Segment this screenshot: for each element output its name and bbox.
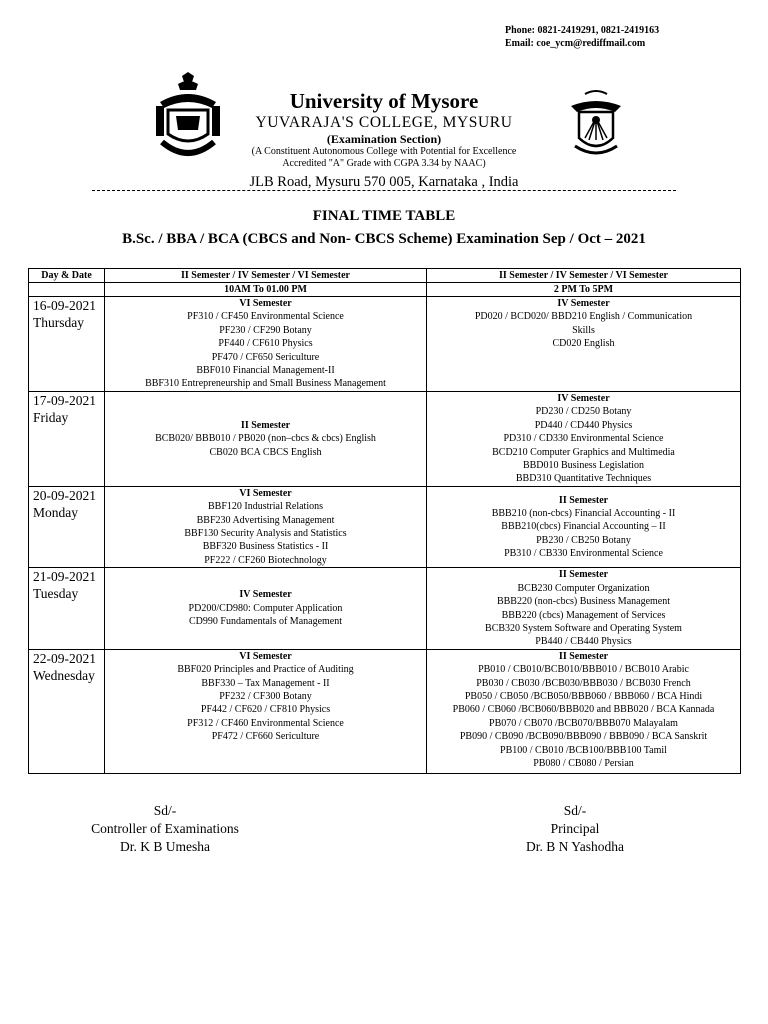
afternoon-session-cell: [427, 297, 741, 392]
constituent-note: (A Constituent Autonomous College with Potential for Excellence: [251, 146, 517, 157]
paper-line: BBF320 Business Statistics - II: [202, 541, 329, 553]
table-row: [29, 486, 741, 567]
day-date-cell: [29, 568, 105, 649]
paper-line: PF312 / CF460 Environmental Science: [187, 717, 344, 729]
semester-label: II Semester: [558, 569, 609, 581]
paper-line: PF440 / CF610 Physics: [218, 338, 313, 350]
university-name: University of Mysore: [289, 89, 479, 113]
paper-line: BBD310 Quantitative Techniques: [515, 473, 652, 485]
paper-line: PD440 / CD440 Physics: [534, 419, 633, 431]
paper-line: PB100 / CB010 /BCB100/BBB100 Tamil: [500, 744, 667, 756]
col-morning-header: II Semester / IV Semester / VI Semester: [105, 269, 427, 283]
table-row: [29, 649, 741, 773]
examination-section: (Examination Section): [326, 132, 442, 146]
afternoon-session-cell: [427, 649, 741, 773]
exam-date: 20-09-2021: [33, 487, 96, 503]
semester-label: IV Semester: [557, 298, 610, 309]
paper-line: PF310 / CF450 Environmental Science: [187, 311, 344, 323]
paper-line: BBF020 Principles and Practice of Auditing: [177, 664, 354, 676]
semester-label: II Semester: [558, 650, 609, 662]
day-date-cell: [29, 649, 105, 773]
paper-line: PB080 / CB080 / Persian: [533, 757, 634, 769]
paper-line: PB310 / CB330 Environmental Science: [504, 548, 663, 560]
morning-session-cell: [105, 297, 427, 392]
table-time-row: [29, 283, 741, 297]
paper-line: PD230 / CD250 Botany: [535, 406, 632, 418]
sd-text: Sd/-: [563, 803, 587, 818]
paper-line: BBB220 (cbcs) Management of Services: [501, 609, 666, 621]
paper-line: PF472 / CF660 Sericulture: [211, 731, 320, 743]
col-afternoon-header: II Semester / IV Semester / VI Semester: [427, 269, 741, 283]
exam-day: Tuesday: [33, 586, 79, 602]
phone-text: Phone: 0821-2419291, 0821-2419163: [505, 25, 660, 36]
paper-line: PF470 / CF650 Sericulture: [211, 351, 320, 363]
morning-session-cell: [105, 486, 427, 567]
paper-line: BCB020/ BBB010 / PB020 (non–cbcs & cbcs) English: [155, 433, 376, 445]
morning-session-cell: [105, 568, 427, 649]
semester-label: VI Semester: [239, 298, 292, 309]
paper-line: PB070 / CB070 /BCB070/BBB070 Malayalam: [489, 717, 678, 729]
col-day-header: Day & Date: [29, 269, 105, 283]
paper-line: BCD210 Computer Graphics and Multimedia: [492, 446, 675, 458]
paper-line: PB440 / CB440 Physics: [535, 636, 632, 648]
paper-line: PB090 / CB090 /BCB090/BBB090 / BBB090 / BCA Sanskrit: [459, 731, 708, 743]
paper-line: BBF330 – Tax Management - II: [201, 677, 330, 689]
paper-line: Skills: [572, 324, 595, 336]
semester-label: II Semester: [558, 494, 609, 506]
paper-line: BCB230 Computer Organization: [517, 582, 650, 594]
dashed-divider: [92, 190, 676, 191]
signatory-title: Controller of Examinations: [91, 821, 239, 836]
paper-line: PF222 / CF260 Biotechnology: [204, 554, 327, 566]
exam-date: 22-09-2021: [33, 650, 96, 666]
paper-line: PB050 / CB050 /BCB050/BBB060 / BBB060 / BCA Hindi: [464, 690, 703, 702]
exam-date: 16-09-2021: [33, 298, 96, 313]
paper-line: BBF120 Industrial Relations: [208, 501, 323, 513]
semester-label: VI Semester: [239, 487, 292, 499]
afternoon-session-cell: [427, 568, 741, 649]
signatory-name: Dr. B N Yashodha: [526, 839, 624, 854]
afternoon-time: 2 PM To 5PM: [427, 283, 741, 297]
semester-label: IV Semester: [239, 589, 292, 601]
exam-date: 21-09-2021: [33, 569, 96, 585]
signature-controller: [60, 802, 270, 856]
exam-day: Thursday: [33, 315, 84, 330]
table-header-row: [29, 269, 741, 283]
accreditation-note: Accredited "A" Grade with CGPA 3.34 by NAAC): [282, 158, 486, 169]
timetable: [28, 268, 741, 774]
morning-session-cell: [105, 392, 427, 487]
paper-line: PF232 / CF300 Botany: [219, 690, 312, 702]
table-row: [29, 568, 741, 649]
table-row: [29, 297, 741, 392]
paper-line: CB020 BCA CBCS English: [209, 446, 322, 458]
paper-line: BCB320 System Software and Operating System: [485, 622, 682, 634]
paper-line: PF230 / CF290 Botany: [219, 324, 312, 336]
morning-time: 10AM To 01.00 PM: [105, 283, 427, 297]
afternoon-session-cell: [427, 392, 741, 487]
time-blank-cell: [29, 283, 105, 297]
semester-label: IV Semester: [557, 393, 610, 404]
paper-line: CD990 Fundamentals of Management: [188, 616, 343, 628]
paper-line: BBF130 Security Analysis and Statistics: [184, 528, 347, 540]
signatory-title: Principal: [550, 821, 600, 836]
contact-block: [505, 24, 659, 50]
day-date-cell: [29, 392, 105, 487]
exam-title: B.Sc. / BBA / BCA (CBCS and Non- CBCS Scheme) Examination Sep / Oct – 2021: [122, 231, 646, 247]
paper-line: BBB210(cbcs) Financial Accounting – II: [501, 521, 666, 533]
semester-label: VI Semester: [239, 650, 292, 662]
paper-line: PB230 / CB250 Botany: [536, 534, 631, 546]
paper-line: PD020 / BCD020/ BBD210 English / Communication: [474, 311, 693, 323]
afternoon-session-cell: [427, 486, 741, 567]
exam-date: 17-09-2021: [33, 393, 96, 408]
exam-day: Wednesday: [33, 667, 95, 683]
email-text: Email: coe_ycm@rediffmail.com: [505, 38, 646, 49]
paper-line: PB030 / CB030 /BCB030/BBB030 / BCB030 French: [476, 677, 691, 689]
paper-line: PD310 / CD330 Environmental Science: [503, 433, 664, 445]
table-row: [29, 392, 741, 487]
signature-principal: [470, 802, 680, 856]
day-date-cell: [29, 297, 105, 392]
signatory-name: Dr. K B Umesha: [120, 839, 210, 854]
paper-line: BBF010 Financial Management-II: [196, 365, 335, 377]
paper-line: CD020 English: [552, 338, 615, 350]
college-name: YUVARAJA'S COLLEGE, MYSURU: [255, 114, 513, 131]
exam-day: Monday: [33, 504, 78, 520]
paper-line: PB010 / CB010/BCB010/BBB010 / BCB010 Arabic: [478, 664, 689, 676]
semester-label: II Semester: [240, 419, 291, 431]
morning-session-cell: [105, 649, 427, 773]
paper-line: BBB210 (non-cbcs) Financial Accounting - II: [491, 507, 676, 519]
paper-line: PF442 / CF620 / CF810 Physics: [200, 704, 331, 716]
paper-line: BBB220 (non-cbcs) Business Management: [496, 596, 671, 608]
header: [0, 88, 768, 192]
paper-line: BBF310 Entrepreneurship and Small Business Management: [145, 378, 386, 390]
exam-day: Friday: [33, 410, 69, 425]
sd-text: Sd/-: [153, 803, 177, 818]
day-date-cell: [29, 486, 105, 567]
timetable-title: FINAL TIME TABLE: [312, 208, 456, 224]
paper-line: BBF230 Advertising Management: [196, 514, 335, 526]
paper-line: BBD010 Business Legislation: [522, 460, 645, 472]
address: JLB Road, Mysuru 570 005, Karnataka , India: [249, 174, 519, 190]
paper-line: PD200/CD980: Computer Application: [188, 602, 343, 614]
paper-line: PB060 / CB060 /BCB060/BBB020 and BBB020 / BCA Kannada: [452, 704, 715, 716]
